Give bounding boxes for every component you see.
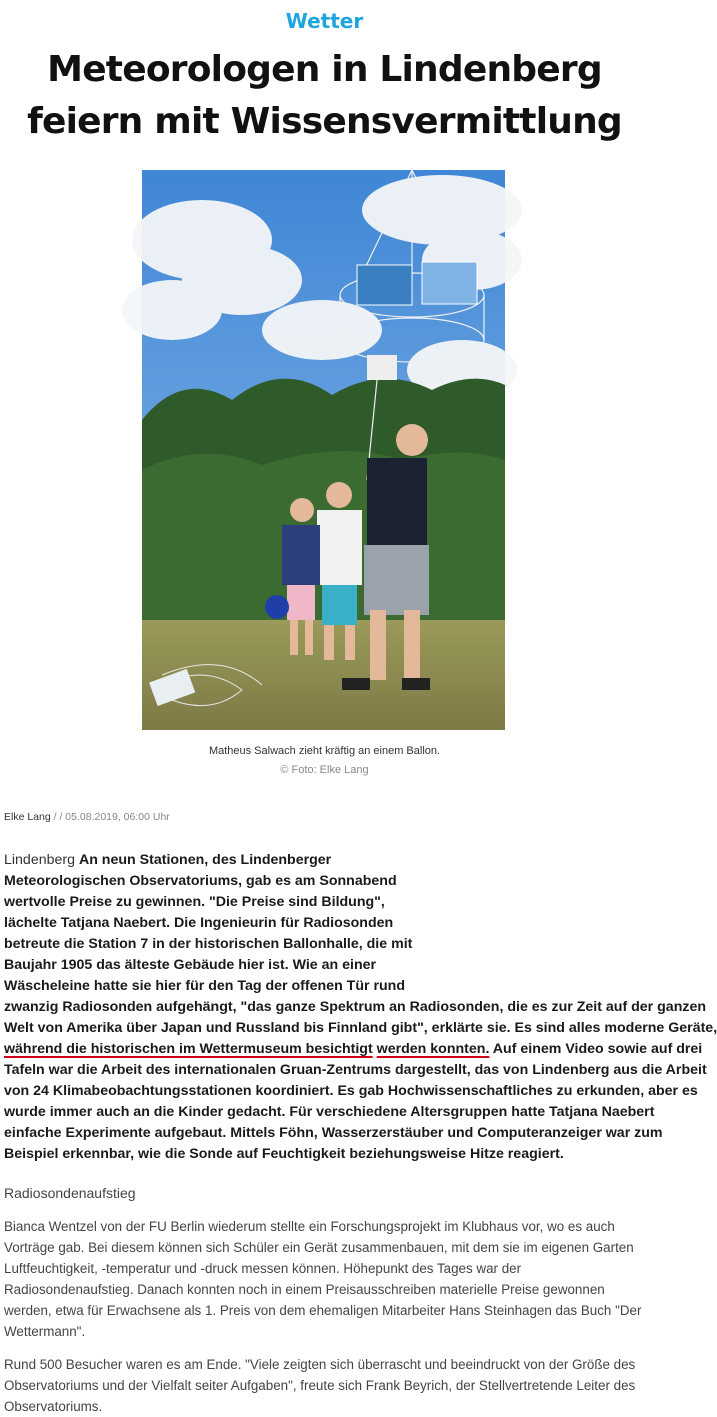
- body-paragraph: Rund 500 Besucher waren es am Ende. "Viele zeigten sich überrascht und beeindruckt von der Größe des Observatoriums und der Vielfalt seiter Aufgaben", freute sich Frank Beyrich, der Stellvertretende Leiter des Observatoriums.: [4, 1357, 636, 1414]
- lead-line: Tafeln war die Arbeit des internationalen Gruan-Zentrums dargestellt, das von Lindenberg aus die Arbeit: [4, 1062, 707, 1078]
- lead-line: Wäscheleine hatte sie hier für den Tag der offenen Tür rund: [4, 978, 405, 994]
- photo-credit: © Foto: Elke Lang: [280, 764, 369, 776]
- body-paragraph: Bianca Wentzel von der FU Berlin wiederum stellte ein Forschungsprojekt im Klubhaus vor, wo es auch Vorträge gab. Bei diesem können sich Schüler ein Gerät zusammenbauen, mit dem sie im eigenen Garten Luftfeuchtigkeit, -temperatur und -druck messen können. Höhepunkt des Tages war der Radiosondenaufstieg. Danach konnten noch in einem Preisausschreiben materielle Preise gewonnen werden, etwa für Erwachsene als 1. Preis von dem ehemaligen Mitarbeiter Hans Steinhagen das Buch "Der Wettermann".: [4, 1219, 642, 1339]
- lead-line: zwanzig Radiosonden aufgehängt, "das ganze Spektrum an Radiosonden, die es zur Zeit auf der ganzen: [4, 999, 707, 1015]
- lead-line-underlined: während die historischen im Wettermuseum besichtigt werden konnten. Auf einem Video sowie auf drei: [4, 1041, 703, 1057]
- underlined-phrase: während die historischen im Wettermuseum besichtigt: [4, 1041, 373, 1057]
- lead-line: wertvolle Preise zu gewinnen. "Die Preise sind Bildung",: [4, 894, 385, 910]
- lead-line: Beispiel erkennbar, wie die Sonde auf Feuchtigkeit beziehungsweise Hitze reagiert.: [4, 1146, 564, 1162]
- article-body: [4, 850, 717, 1417]
- lead-line: wurde immer auch an die Kinder gedacht. Für verschiedene Altersgruppen hatte Tatjana Naebert: [4, 1104, 655, 1120]
- lead-line: Lindenberg An neun Stationen, des Lindenberger: [4, 852, 332, 868]
- lead-line: von 24 Klimabeobachtungsstationen koordiniert. Es gab Hochwissenschaftliches zu erkunden, aber es: [4, 1083, 698, 1099]
- photo-illustration: [142, 170, 505, 730]
- photo-caption: Matheus Salwach zieht kräftig an einem Ballon.: [208, 745, 441, 757]
- lead-line: lächelte Tatjana Naebert. Die Ingenieurin für Radiosonden: [4, 915, 394, 931]
- section-label[interactable]: Wetter: [285, 9, 364, 33]
- underlined-phrase: werden konnten.: [376, 1041, 490, 1057]
- author-name[interactable]: Elke Lang: [4, 811, 51, 823]
- dateline: Lindenberg: [4, 852, 75, 868]
- lead-line: betreute die Station 7 in der historischen Ballonhalle, die mit: [4, 936, 413, 952]
- article-headline: Meteorologen in Lindenberg feiern mit Wissensvermittlung: [27, 49, 622, 142]
- lead-line: Baujahr 1905 das älteste Gebäude hier ist. Wie an einer: [4, 957, 377, 973]
- meta-separator: / /: [50, 811, 66, 823]
- subheading: Radiosondenaufstieg: [4, 1185, 136, 1201]
- article-photo[interactable]: [142, 170, 505, 730]
- lead-line: Meteorologischen Observatoriums, gab es am Sonnabend: [4, 873, 397, 889]
- article-meta: [4, 811, 170, 823]
- lead-line: Welt von Amerika über Japan und Russland bis Finnland gibt", erklärte sie. Es sind alles moderne Geräte,: [4, 1020, 717, 1036]
- lead-line: einfache Experimente aufgebaut. Mittels Föhn, Wasserzerstäuber und Computeranzeiger war zum: [4, 1125, 663, 1141]
- lead-paragraph: [4, 850, 717, 1165]
- publish-date: 05.08.2019, 06:00 Uhr: [65, 811, 170, 823]
